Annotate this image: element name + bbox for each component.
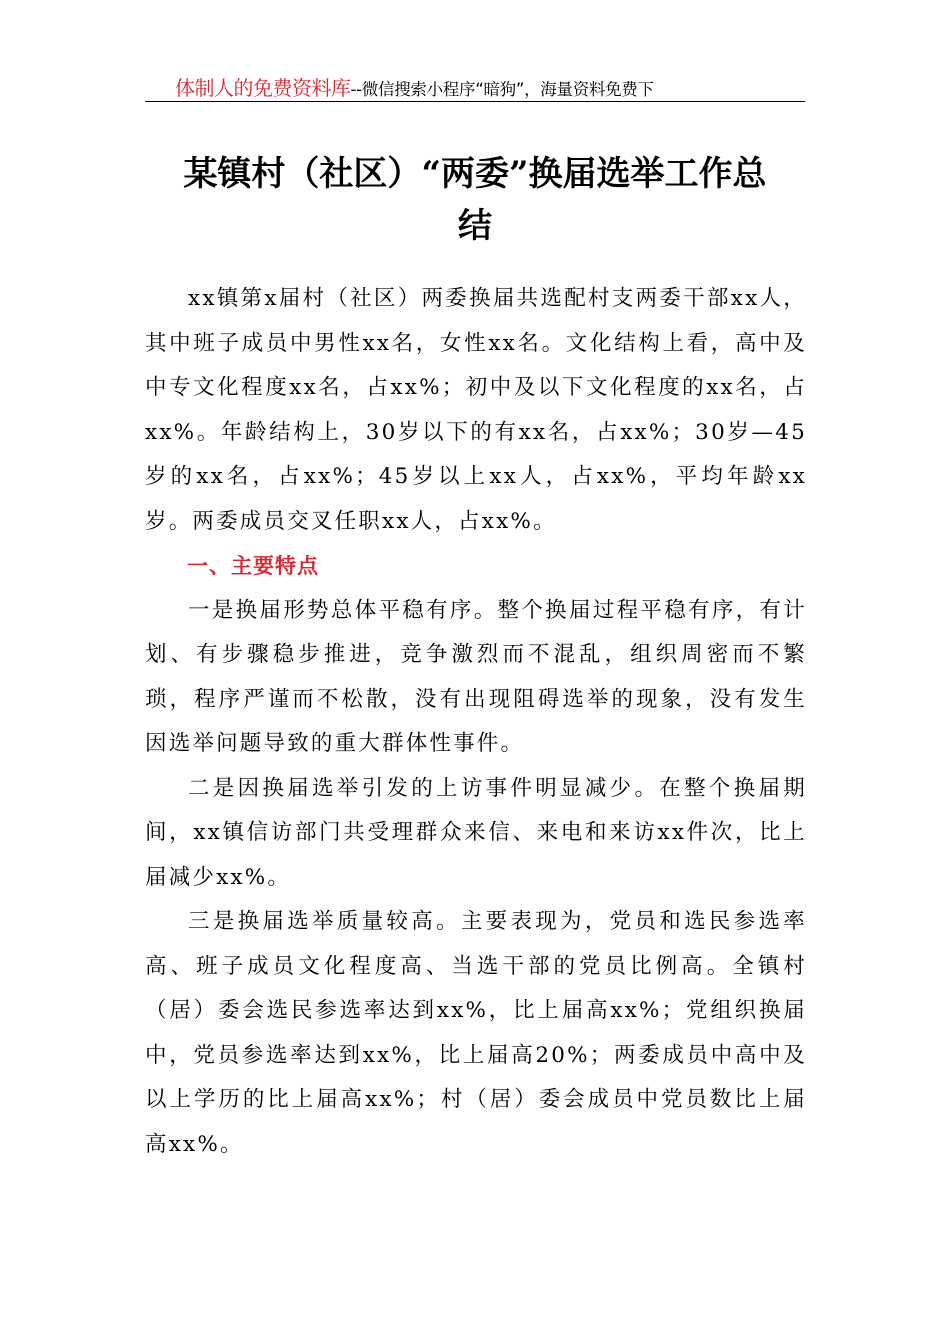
title-line-1: 某镇村（社区）“两委”换届选举工作总 xyxy=(183,154,767,194)
page-header xyxy=(145,72,805,102)
intro-paragraph: xx镇第x届村（社区）两委换届共选配村支两委干部xx人，其中班子成员中男性xx名，女性xx名。文化结构上看，高中及中专文化程度xx名，占xx%；初中及以下文化程度的xx名，占xx%。年龄结构上，30岁以下的有xx名，占xx%；30岁—45岁的xx名，占xx%；45岁以上xx人，占xx%，平均年龄xx岁。两委成员交叉任职xx人，占xx%。 xyxy=(145,286,807,534)
point-three-paragraph: 三是换届选举质量较高。主要表现为，党员和选民参选率高、班子成员文化程度高、当选干部的党员比例高。全镇村（居）委会选民参选率达到xx%，比上届高xx%；党组织换届中，党员参选率达到xx%，比上届高20%；两委成员中高中及以上学历的比上届高xx%；村（居）委会成员中党员数比上届高xx%。 xyxy=(145,909,807,1157)
section-heading-main-features: 一、主要特点 xyxy=(187,554,319,578)
point-one-paragraph: 一是换届形势总体平稳有序。整个换届过程平稳有序，有计划、有步骤稳步推进，竞争激烈而不混乱，组织周密而不繁琐，程序严谨而不松散，没有出现阻碍选举的现象，没有发生因选举问题导致的重大群体性事件。 xyxy=(145,597,807,756)
document-body xyxy=(145,277,807,1167)
document-title xyxy=(145,148,805,252)
header-brand: 体制人的免费资料库 xyxy=(175,76,351,100)
point-two-paragraph: 二是因换届选举引发的上访事件明显减少。在整个换届期间，xx镇信访部门共受理群众来信、来电和来访xx件次，比上届减少xx%。 xyxy=(145,775,807,890)
header-tagline: --微信搜索小程序“暗狗”，海量资料免费下 xyxy=(350,80,654,99)
title-line-2: 结 xyxy=(458,206,492,246)
header-divider xyxy=(145,101,805,102)
